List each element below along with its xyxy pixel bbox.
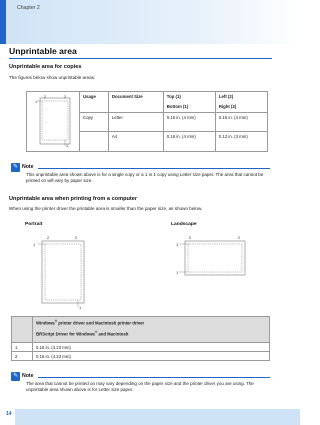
diagram-label-2-right: 2 <box>64 94 67 99</box>
chapter-label: Chapter 2 <box>17 5 40 11</box>
section-title: Unprintable area <box>9 46 77 56</box>
copy-unprintable-table <box>26 91 268 152</box>
row2-top-bottom: 0.16 in. (4 mm) <box>163 132 215 152</box>
diagram-label-1-top: 1 <box>35 99 38 104</box>
copies-intro: The figures below show unprintable areas. <box>9 75 96 80</box>
computer-intro: When using the printer driver the printable area is smaller than the paper size, as shown below. <box>9 206 203 211</box>
landscape-label-1-top: 1 <box>176 242 179 247</box>
copy-diagram-cell <box>27 92 80 152</box>
note2-label: Note <box>22 373 34 379</box>
driver-row1-num: 1 <box>12 343 33 352</box>
landscape-label: Landscape <box>171 222 197 227</box>
driver-row1-value: 0.16 in. (4.23 mm) <box>33 343 270 352</box>
computer-heading: Unprintable area when printing from a computer <box>9 196 138 202</box>
col-header-top-bottom: Top (1) Bottom (1) <box>163 92 215 113</box>
driver-margin-table <box>11 316 270 361</box>
col-header-doc-size: Document Size <box>108 92 163 113</box>
portrait-label-2-right: 2 <box>75 235 78 240</box>
landscape-label-1-bottom: 1 <box>176 270 179 275</box>
row1-top-bottom: 0.16 in. (4 mm) <box>163 112 215 132</box>
driver-row2-value: 0.16 in. (4.23 mm) <box>33 352 270 361</box>
note2-rule <box>38 377 270 378</box>
row2-size: A4 <box>108 132 163 152</box>
portrait-diagram <box>30 231 90 311</box>
col-header-usage: Usage <box>80 92 109 113</box>
title-rule <box>9 58 272 59</box>
note-pencil-icon: ✎ <box>12 164 19 170</box>
row1-usage: Copy <box>80 112 109 132</box>
note1-rule <box>38 168 270 169</box>
note2-pencil-icon: ✎ <box>12 373 19 379</box>
note2-text: The area that cannot be printed on may vary depending on the paper size and the printer driver you are using. The unprintable area shown above is for Letter size paper. <box>26 381 254 392</box>
note1-text: This unprintable area shown above is for a single copy or a 1 in 1 copy using Letter size paper. The area that cannot be printed on will vary by paper size. <box>26 172 264 183</box>
driver-table-corner <box>12 317 33 343</box>
row1-left-right: 0.16 in. (4 mm) <box>215 112 267 132</box>
driver-row2-num: 2 <box>12 352 33 361</box>
page-number: 14 <box>6 411 12 417</box>
landscape-label-2-left: 2 <box>189 235 192 240</box>
portrait-label-1-bottom: 1 <box>79 305 82 310</box>
chapter-side-tab <box>0 0 6 44</box>
portrait-label-2-left: 2 <box>47 235 50 240</box>
driver-table-header: Windows® printer driver and Macintosh printer driver BRScript Driver for Windows® and Macintosh <box>33 317 270 343</box>
row2-left-right: 0.12 in. (3 mm) <box>215 132 267 152</box>
col-header-left-right: Left (2) Right (2) <box>215 92 267 113</box>
row1-size: Letter <box>108 112 163 132</box>
copy-diagram <box>27 92 79 150</box>
landscape-label-2-right: 2 <box>238 235 241 240</box>
diagram-label-2-left: 2 <box>44 94 47 99</box>
header-band <box>0 0 300 44</box>
portrait-label: Portrait <box>25 222 43 227</box>
footer-band <box>15 409 300 425</box>
landscape-diagram <box>175 231 250 281</box>
copies-heading: Unprintable area for copies <box>9 64 82 70</box>
note1-label: Note <box>22 164 34 170</box>
portrait-label-1-top: 1 <box>33 242 36 247</box>
row2-usage <box>80 132 109 152</box>
diagram-label-1-bottom: 1 <box>66 143 69 148</box>
